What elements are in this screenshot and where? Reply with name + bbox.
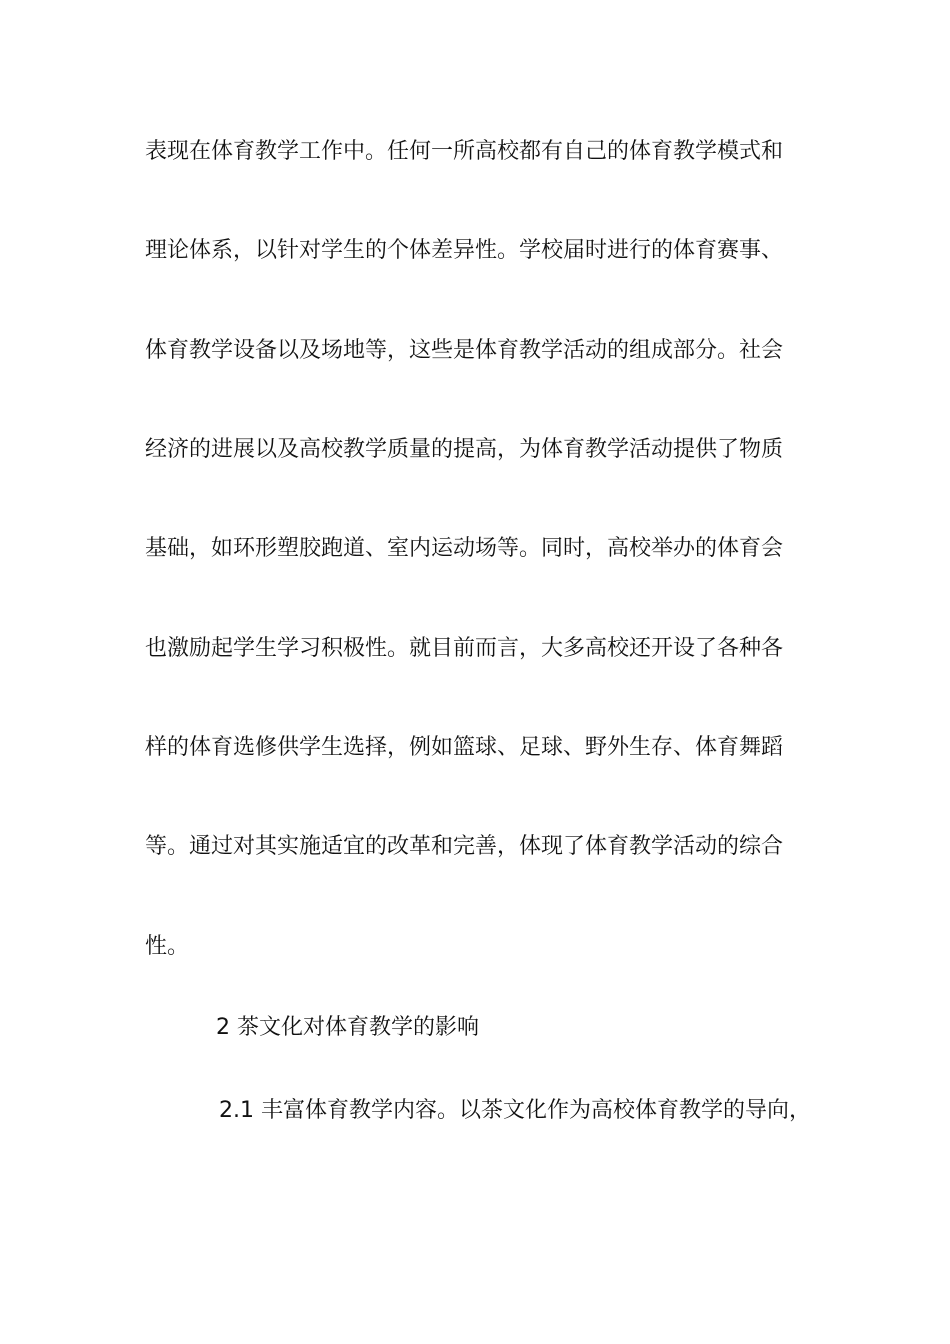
subsection-line: 2.1 丰富体育教学内容。以茶文化作为高校体育教学的导向， xyxy=(219,1098,811,1123)
paragraph-line: 经济的进展以及高校教学质量的提高，为体育教学活动提供了物质 xyxy=(145,437,784,462)
paragraph-line: 体育教学设备以及场地等，这些是体育教学活动的组成部分。社会 xyxy=(145,338,784,363)
paragraph-line: 性。 xyxy=(145,934,190,959)
paragraph-line: 样的体育选修供学生选择，例如篮球、足球、野外生存、体育舞蹈 xyxy=(145,735,784,760)
paragraph-line: 表现在体育教学工作中。任何一所高校都有自己的体育教学模式和 xyxy=(145,139,784,164)
paragraph-line: 等。通过对其实施适宜的改革和完善，体现了体育教学活动的综合 xyxy=(145,834,784,859)
paragraph-line: 也激励起学生学习积极性。就目前而言，大多高校还开设了各种各 xyxy=(145,636,784,661)
section-heading: 2 茶文化对体育教学的影响 xyxy=(216,1015,479,1040)
paragraph-line: 基础，如环形塑胶跑道、室内运动场等。同时，高校举办的体育会 xyxy=(145,536,784,561)
paragraph-line: 理论体系，以针对学生的个体差异性。学校届时进行的体育赛事、 xyxy=(145,238,784,263)
